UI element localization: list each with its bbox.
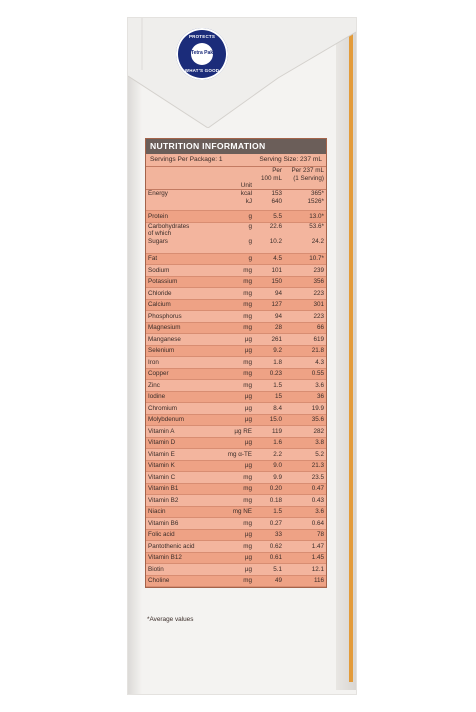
nutrient-name: Vitamin C: [146, 472, 224, 484]
nutrient-name: Biotin: [146, 564, 224, 576]
panel-title: NUTRITION INFORMATION: [146, 139, 326, 154]
nutrient-name: Folic acid: [146, 529, 224, 541]
carton-side-seam: [336, 30, 356, 690]
nutrient-unit: µg: [224, 334, 254, 346]
value-per-100ml: 119: [254, 426, 284, 438]
value-per-100ml: 33: [254, 529, 284, 541]
table-row-energy: Energy kcal kJ 153 640 365* 1526*: [146, 190, 326, 211]
value-per-serving: 0.64: [284, 518, 326, 530]
value-per-100ml: 94: [254, 311, 284, 323]
table-row: [146, 391, 326, 403]
nutrient-unit: mg: [224, 311, 254, 323]
logo-middle-text: Tetra Pak: [190, 50, 214, 56]
nutrient-unit: mg: [224, 265, 254, 277]
nutrient-name: Calcium: [146, 299, 224, 311]
nutrient-name: Vitamin B1: [146, 483, 224, 495]
value-per-100ml: 94: [254, 288, 284, 300]
value-per-serving: 1.45: [284, 552, 326, 564]
nutrient-name: Potassium: [146, 276, 224, 288]
table-row: [146, 322, 326, 334]
value-per-serving: 116: [284, 575, 326, 587]
table-row: [146, 368, 326, 380]
nutrient-unit: mg: [224, 276, 254, 288]
nutrient-unit: mg: [224, 357, 254, 369]
nutrient-unit: mg: [224, 322, 254, 334]
nutrient-name: Fat: [146, 253, 224, 265]
nutrient-name: Chloride: [146, 288, 224, 300]
table-row: [146, 575, 326, 587]
table-row: [146, 276, 326, 288]
nutrient-name: Niacin: [146, 506, 224, 518]
table-row: [146, 345, 326, 357]
value-per-serving: 5.2: [284, 449, 326, 461]
nutrient-name: Vitamin K: [146, 460, 224, 472]
nutrient-unit: µg RE: [224, 426, 254, 438]
value-per-100ml: 261: [254, 334, 284, 346]
nutrient-unit: µg: [224, 391, 254, 403]
value-per-serving: 301: [284, 299, 326, 311]
nutrient-name: Vitamin B2: [146, 495, 224, 507]
value-per-100ml: 8.4: [254, 403, 284, 415]
nutrient-name: Sodium: [146, 265, 224, 277]
logo-bottom-text: WHAT'S GOOD: [184, 68, 220, 73]
value-per-serving: 223: [284, 288, 326, 300]
value-per-100ml: 0.61: [254, 552, 284, 564]
table-row: [146, 211, 326, 223]
value-per-100ml: 9.9: [254, 472, 284, 484]
nutrient-unit: mg: [224, 368, 254, 380]
footnote: *Average values: [147, 616, 194, 623]
nutrient-unit: mg: [224, 472, 254, 484]
value-per-serving: 12.1: [284, 564, 326, 576]
col-unit: Unit: [224, 167, 254, 190]
nutrient-unit: g: [224, 211, 254, 223]
table-row: [146, 472, 326, 484]
value-per-100ml: 1.5: [254, 506, 284, 518]
value-per-100ml: 15.0: [254, 414, 284, 426]
nutrient-unit: µg: [224, 552, 254, 564]
value-per-serving: 21.3: [284, 460, 326, 472]
nutrient-unit: µg: [224, 437, 254, 449]
nutrient-name: Magnesium: [146, 322, 224, 334]
nutrient-name: Protein: [146, 211, 224, 223]
value-per-100ml: 101: [254, 265, 284, 277]
value-per-serving: 282: [284, 426, 326, 438]
serving-size: Serving Size: 237 mL: [259, 156, 322, 163]
nutrient-unit: mg: [224, 518, 254, 530]
nutrient-name: Iron: [146, 357, 224, 369]
table-row: [146, 299, 326, 311]
value-per-100ml: 0.20: [254, 483, 284, 495]
value-per-serving: 3.6: [284, 506, 326, 518]
nutrient-unit: mg: [224, 299, 254, 311]
value-per-100ml: 0.18: [254, 495, 284, 507]
table-row: [146, 265, 326, 277]
table-row: [146, 460, 326, 472]
value-per-serving: 78: [284, 529, 326, 541]
value-per-100ml: 5.5: [254, 211, 284, 223]
tetra-pak-logo-icon: [176, 28, 228, 80]
table-row: [146, 357, 326, 369]
nutrient-unit: mg: [224, 288, 254, 300]
logo-top-text: PROTECTS: [188, 34, 216, 39]
nutrient-name: Iodine: [146, 391, 224, 403]
col-per100: Per 100 mL: [254, 167, 284, 190]
table-row: [146, 529, 326, 541]
nutrient-name: Vitamin D: [146, 437, 224, 449]
nutrient-unit: mg: [224, 541, 254, 553]
value-per-serving: 21.8: [284, 345, 326, 357]
value-per-serving: 239: [284, 265, 326, 277]
nutrient-unit: mg: [224, 380, 254, 392]
nutrient-unit: µg: [224, 460, 254, 472]
value-per-100ml: 9.0: [254, 460, 284, 472]
nutrition-panel: [145, 138, 327, 588]
table-row: [146, 380, 326, 392]
servings-row: [146, 154, 326, 167]
value-per-serving: 10.7*: [284, 253, 326, 265]
table-row: [146, 518, 326, 530]
nutrient-name: Pantothenic acid: [146, 541, 224, 553]
value-per-serving: 619: [284, 334, 326, 346]
nutrient-unit: µg: [224, 345, 254, 357]
nutrient-name: Phosphorus: [146, 311, 224, 323]
table-row: [146, 414, 326, 426]
value-per-100ml: 5.1: [254, 564, 284, 576]
value-per-100ml: 9.2: [254, 345, 284, 357]
value-per-serving: 0.43: [284, 495, 326, 507]
value-per-serving: 0.55: [284, 368, 326, 380]
table-row: [146, 506, 326, 518]
value-per-100ml: 49: [254, 575, 284, 587]
table-row: [146, 541, 326, 553]
nutrient-name: Vitamin B6: [146, 518, 224, 530]
table-row: [146, 495, 326, 507]
nutrient-unit: g: [224, 253, 254, 265]
nutrient-unit: mg α-TE: [224, 449, 254, 461]
value-per-100ml: 4.5: [254, 253, 284, 265]
value-per-100ml: 0.62: [254, 541, 284, 553]
nutrient-name: Choline: [146, 575, 224, 587]
nutrient-unit: mg: [224, 495, 254, 507]
value-per-serving: 4.3: [284, 357, 326, 369]
value-per-serving: 1.47: [284, 541, 326, 553]
nutrient-unit: mg: [224, 483, 254, 495]
nutrition-table: [146, 167, 326, 587]
table-row: [146, 288, 326, 300]
value-per-serving: 66: [284, 322, 326, 334]
table-row: [146, 403, 326, 415]
value-per-serving: 35.6: [284, 414, 326, 426]
nutrient-unit: µg: [224, 529, 254, 541]
nutrient-unit: mg NE: [224, 506, 254, 518]
value-per-serving: 223: [284, 311, 326, 323]
nutrient-name: Vitamin B12: [146, 552, 224, 564]
value-per-100ml: 1.6: [254, 437, 284, 449]
value-per-100ml: 150: [254, 276, 284, 288]
table-row: [146, 483, 326, 495]
table-row: [146, 426, 326, 438]
nutrient-name: Copper: [146, 368, 224, 380]
nutrient-name: Chromium: [146, 403, 224, 415]
table-row: [146, 564, 326, 576]
value-per-serving: 36: [284, 391, 326, 403]
value-per-100ml: 127: [254, 299, 284, 311]
nutrient-name: Zinc: [146, 380, 224, 392]
value-per-100ml: 28: [254, 322, 284, 334]
nutrient-name: Manganese: [146, 334, 224, 346]
nutrient-name: Vitamin E: [146, 449, 224, 461]
value-per-100ml: 0.23: [254, 368, 284, 380]
nutrient-unit: µg: [224, 564, 254, 576]
value-per-serving: 13.0*: [284, 211, 326, 223]
col-per-serving: Per 237 mL (1 Serving): [284, 167, 326, 190]
value-per-100ml: 2.2: [254, 449, 284, 461]
nutrient-unit: µg: [224, 403, 254, 415]
table-row: [146, 437, 326, 449]
nutrient-name: Selenium: [146, 345, 224, 357]
table-row: [146, 552, 326, 564]
table-row: [146, 253, 326, 265]
nutrient-unit: mg: [224, 575, 254, 587]
value-per-serving: 3.8: [284, 437, 326, 449]
value-per-serving: 0.47: [284, 483, 326, 495]
value-per-100ml: 0.27: [254, 518, 284, 530]
table-row: [146, 311, 326, 323]
value-per-100ml: 15: [254, 391, 284, 403]
column-headers: [146, 167, 326, 190]
carton-orange-edge: [349, 32, 353, 682]
nutrient-unit: µg: [224, 414, 254, 426]
servings-per-package: Servings Per Package: 1: [150, 156, 223, 163]
value-per-serving: 3.6: [284, 380, 326, 392]
value-per-100ml: 1.5: [254, 380, 284, 392]
table-row-carbohydrates: Carbohydrates of which Sugars g g 22.6 10.2 53.6* 24.2: [146, 222, 326, 253]
nutrient-name: Molybdenum: [146, 414, 224, 426]
nutrient-name: Vitamin A: [146, 426, 224, 438]
carton-top-flap: [128, 18, 356, 128]
value-per-serving: 23.5: [284, 472, 326, 484]
table-row: [146, 449, 326, 461]
table-row: [146, 334, 326, 346]
value-per-serving: 19.9: [284, 403, 326, 415]
value-per-serving: 356: [284, 276, 326, 288]
value-per-100ml: 1.8: [254, 357, 284, 369]
